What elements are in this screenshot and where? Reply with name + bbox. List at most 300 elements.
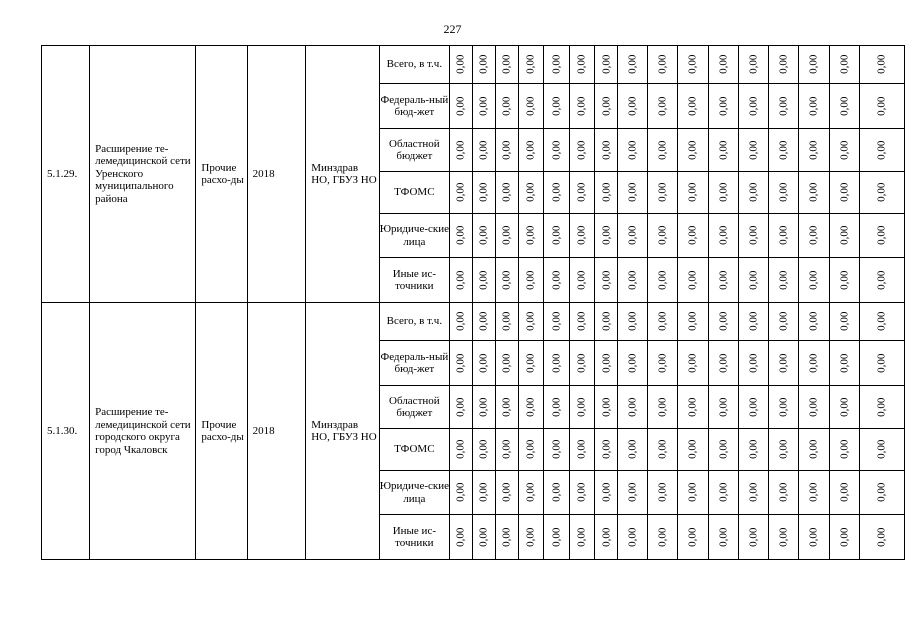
- value-text: 0,00: [837, 182, 850, 203]
- value-cell: [618, 515, 648, 560]
- source-label: Всего, в т.ч.: [379, 46, 450, 84]
- value-cell: [472, 386, 495, 429]
- value-text: 0,00: [500, 439, 513, 460]
- value-text: 0,00: [777, 54, 790, 75]
- item-code: 5.1.30.: [42, 303, 90, 560]
- value-text: 0,00: [500, 482, 513, 503]
- value-text: 0,00: [500, 311, 513, 332]
- value-text: 0,00: [777, 225, 790, 246]
- value-cell: [769, 515, 799, 560]
- value-cell: [859, 386, 904, 429]
- value-text: 0,00: [524, 182, 537, 203]
- value-text: 0,00: [599, 270, 612, 290]
- value-cell: [678, 129, 708, 172]
- value-cell: [569, 303, 595, 341]
- value-cell: [738, 471, 768, 515]
- budget-table: [41, 45, 905, 560]
- value-text: 0,00: [575, 527, 588, 547]
- value-cell: [829, 386, 859, 429]
- value-text: 0,00: [837, 527, 850, 547]
- value-cell: [544, 471, 570, 515]
- value-text: 0,00: [777, 140, 790, 160]
- value-cell: [569, 471, 595, 515]
- value-text: 0,00: [777, 397, 790, 417]
- value-text: 0,00: [686, 527, 699, 547]
- value-text: 0,00: [500, 96, 513, 116]
- value-cell: [738, 429, 768, 471]
- value-cell: [769, 84, 799, 129]
- value-text: 0,00: [875, 527, 888, 547]
- value-text: 0,00: [747, 270, 760, 290]
- value-cell: [450, 429, 473, 471]
- value-text: 0,00: [626, 182, 639, 203]
- value-cell: [859, 172, 904, 214]
- value-text: 0,00: [575, 270, 588, 290]
- value-cell: [450, 471, 473, 515]
- value-text: 0,00: [550, 140, 563, 160]
- value-cell: [678, 258, 708, 303]
- value-cell: [708, 386, 738, 429]
- value-cell: [450, 129, 473, 172]
- value-text: 0,00: [807, 96, 820, 116]
- value-cell: [495, 303, 518, 341]
- value-cell: [595, 471, 618, 515]
- value-cell: [859, 429, 904, 471]
- value-cell: [769, 258, 799, 303]
- value-cell: [495, 172, 518, 214]
- value-cell: [829, 214, 859, 258]
- value-text: 0,00: [807, 182, 820, 203]
- value-cell: [595, 258, 618, 303]
- value-cell: [769, 214, 799, 258]
- value-text: 0,00: [807, 270, 820, 290]
- value-text: 0,00: [575, 140, 588, 160]
- value-text: 0,00: [500, 54, 513, 75]
- value-cell: [769, 386, 799, 429]
- value-text: 0,00: [454, 397, 467, 417]
- value-cell: [618, 84, 648, 129]
- value-text: 0,00: [807, 225, 820, 246]
- value-text: 0,00: [454, 527, 467, 547]
- value-text: 0,00: [875, 397, 888, 417]
- value-text: 0,00: [454, 140, 467, 160]
- value-cell: [569, 84, 595, 129]
- value-cell: [708, 429, 738, 471]
- value-text: 0,00: [550, 353, 563, 373]
- value-text: 0,00: [777, 482, 790, 503]
- value-cell: [595, 214, 618, 258]
- value-cell: [859, 84, 904, 129]
- item-year: 2018: [247, 303, 306, 560]
- value-text: 0,00: [454, 270, 467, 290]
- value-text: 0,00: [477, 353, 490, 373]
- value-text: 0,00: [626, 270, 639, 290]
- value-cell: [618, 214, 648, 258]
- value-cell: [472, 258, 495, 303]
- value-cell: [618, 386, 648, 429]
- value-text: 0,00: [807, 482, 820, 503]
- value-text: 0,00: [477, 311, 490, 332]
- value-text: 0,00: [550, 270, 563, 290]
- value-text: 0,00: [550, 527, 563, 547]
- value-cell: [738, 341, 768, 386]
- value-text: 0,00: [747, 527, 760, 547]
- value-text: 0,00: [626, 439, 639, 460]
- value-cell: [648, 84, 678, 129]
- value-text: 0,00: [656, 353, 669, 373]
- value-text: 0,00: [477, 439, 490, 460]
- value-text: 0,00: [875, 182, 888, 203]
- value-cell: [648, 129, 678, 172]
- value-text: 0,00: [837, 311, 850, 332]
- value-text: 0,00: [875, 140, 888, 160]
- value-text: 0,00: [747, 182, 760, 203]
- source-label: ТФОМС: [379, 172, 450, 214]
- value-text: 0,00: [807, 527, 820, 547]
- value-text: 0,00: [575, 482, 588, 503]
- value-cell: [799, 172, 829, 214]
- table-row: [42, 303, 905, 341]
- value-text: 0,00: [656, 96, 669, 116]
- value-text: 0,00: [550, 439, 563, 460]
- value-cell: [648, 341, 678, 386]
- value-text: 0,00: [686, 225, 699, 246]
- item-code: 5.1.29.: [42, 46, 90, 303]
- value-cell: [829, 471, 859, 515]
- value-cell: [595, 172, 618, 214]
- value-cell: [595, 386, 618, 429]
- value-cell: [648, 258, 678, 303]
- value-text: 0,00: [777, 182, 790, 203]
- value-text: 0,00: [524, 397, 537, 417]
- value-cell: [544, 386, 570, 429]
- value-text: 0,00: [686, 96, 699, 116]
- value-cell: [472, 515, 495, 560]
- value-text: 0,00: [550, 182, 563, 203]
- value-text: 0,00: [500, 225, 513, 246]
- value-cell: [859, 129, 904, 172]
- value-cell: [595, 84, 618, 129]
- value-text: 0,00: [599, 527, 612, 547]
- value-cell: [769, 303, 799, 341]
- value-cell: [829, 258, 859, 303]
- value-text: 0,00: [807, 311, 820, 332]
- value-cell: [859, 258, 904, 303]
- value-cell: [595, 46, 618, 84]
- value-cell: [518, 471, 544, 515]
- value-cell: [678, 341, 708, 386]
- value-text: 0,00: [717, 140, 730, 160]
- value-cell: [450, 214, 473, 258]
- executor: Минздрав НО, ГБУЗ НО: [306, 303, 379, 560]
- value-text: 0,00: [524, 140, 537, 160]
- value-text: 0,00: [550, 397, 563, 417]
- value-text: 0,00: [686, 439, 699, 460]
- value-text: 0,00: [875, 54, 888, 75]
- value-text: 0,00: [626, 96, 639, 116]
- value-cell: [769, 46, 799, 84]
- value-text: 0,00: [777, 96, 790, 116]
- value-cell: [450, 258, 473, 303]
- value-text: 0,00: [686, 54, 699, 75]
- value-cell: [769, 129, 799, 172]
- value-cell: [495, 84, 518, 129]
- value-cell: [859, 515, 904, 560]
- value-text: 0,00: [777, 311, 790, 332]
- value-cell: [472, 172, 495, 214]
- value-text: 0,00: [807, 140, 820, 160]
- value-cell: [859, 214, 904, 258]
- value-cell: [678, 46, 708, 84]
- value-cell: [544, 214, 570, 258]
- value-cell: [648, 429, 678, 471]
- value-cell: [472, 129, 495, 172]
- value-text: 0,00: [837, 96, 850, 116]
- value-text: 0,00: [807, 397, 820, 417]
- value-text: 0,00: [626, 397, 639, 417]
- value-cell: [708, 214, 738, 258]
- value-text: 0,00: [575, 439, 588, 460]
- value-text: 0,00: [717, 397, 730, 417]
- value-text: 0,00: [477, 96, 490, 116]
- value-text: 0,00: [477, 527, 490, 547]
- value-cell: [799, 386, 829, 429]
- source-label: Всего, в т.ч.: [379, 303, 450, 341]
- value-text: 0,00: [500, 140, 513, 160]
- source-label: Федераль-ный бюд-жет: [379, 84, 450, 129]
- value-cell: [738, 515, 768, 560]
- value-text: 0,00: [524, 311, 537, 332]
- value-cell: [569, 386, 595, 429]
- value-text: 0,00: [477, 270, 490, 290]
- value-cell: [450, 172, 473, 214]
- value-cell: [769, 172, 799, 214]
- value-text: 0,00: [524, 353, 537, 373]
- value-text: 0,00: [626, 482, 639, 503]
- value-cell: [708, 471, 738, 515]
- source-label: Иные ис-точники: [379, 515, 450, 560]
- value-text: 0,00: [837, 439, 850, 460]
- value-text: 0,00: [477, 397, 490, 417]
- value-cell: [495, 129, 518, 172]
- expense-type: Прочие расхо-ды: [196, 46, 247, 303]
- value-text: 0,00: [524, 270, 537, 290]
- value-cell: [648, 471, 678, 515]
- value-cell: [678, 84, 708, 129]
- value-cell: [678, 429, 708, 471]
- value-text: 0,00: [656, 482, 669, 503]
- value-cell: [472, 303, 495, 341]
- value-text: 0,00: [747, 311, 760, 332]
- value-cell: [769, 341, 799, 386]
- value-cell: [648, 172, 678, 214]
- value-text: 0,00: [524, 225, 537, 246]
- value-text: 0,00: [524, 527, 537, 547]
- value-cell: [618, 129, 648, 172]
- value-cell: [648, 515, 678, 560]
- value-cell: [618, 46, 648, 84]
- value-cell: [544, 341, 570, 386]
- value-text: 0,00: [656, 439, 669, 460]
- value-cell: [518, 258, 544, 303]
- value-text: 0,00: [599, 439, 612, 460]
- item-name: Расширение те-лемедицинской сети городского округа город Чкаловск: [90, 303, 196, 560]
- value-cell: [518, 429, 544, 471]
- value-text: 0,00: [599, 353, 612, 373]
- value-cell: [859, 46, 904, 84]
- value-text: 0,00: [875, 439, 888, 460]
- value-text: 0,00: [837, 397, 850, 417]
- value-cell: [595, 341, 618, 386]
- value-text: 0,00: [875, 311, 888, 332]
- value-cell: [450, 303, 473, 341]
- value-cell: [708, 129, 738, 172]
- value-cell: [678, 172, 708, 214]
- value-text: 0,00: [686, 140, 699, 160]
- value-cell: [738, 129, 768, 172]
- value-text: 0,00: [477, 482, 490, 503]
- value-text: 0,00: [454, 482, 467, 503]
- value-cell: [544, 303, 570, 341]
- value-text: 0,00: [656, 527, 669, 547]
- value-cell: [708, 303, 738, 341]
- value-cell: [450, 341, 473, 386]
- value-text: 0,00: [656, 140, 669, 160]
- value-text: 0,00: [807, 353, 820, 373]
- value-text: 0,00: [747, 140, 760, 160]
- value-cell: [738, 172, 768, 214]
- value-text: 0,00: [747, 54, 760, 75]
- value-cell: [495, 341, 518, 386]
- value-text: 0,00: [686, 182, 699, 203]
- value-text: 0,00: [747, 482, 760, 503]
- value-cell: [859, 471, 904, 515]
- value-text: 0,00: [626, 527, 639, 547]
- value-text: 0,00: [837, 54, 850, 75]
- value-text: 0,00: [837, 140, 850, 160]
- value-text: 0,00: [686, 270, 699, 290]
- source-label: Юридиче-ские лица: [379, 471, 450, 515]
- value-cell: [708, 258, 738, 303]
- value-cell: [708, 515, 738, 560]
- value-cell: [678, 214, 708, 258]
- value-text: 0,00: [454, 54, 467, 75]
- value-cell: [518, 172, 544, 214]
- value-text: 0,00: [717, 225, 730, 246]
- item-name: Расширение те-лемедицинской сети Уренского муниципального района: [90, 46, 196, 303]
- value-cell: [799, 341, 829, 386]
- value-text: 0,00: [807, 54, 820, 75]
- value-text: 0,00: [599, 54, 612, 75]
- value-text: 0,00: [717, 182, 730, 203]
- value-text: 0,00: [477, 140, 490, 160]
- value-text: 0,00: [500, 182, 513, 203]
- value-text: 0,00: [599, 482, 612, 503]
- value-text: 0,00: [656, 182, 669, 203]
- value-text: 0,00: [575, 353, 588, 373]
- value-cell: [648, 386, 678, 429]
- value-text: 0,00: [717, 482, 730, 503]
- page-number: 227: [443, 22, 462, 36]
- value-text: 0,00: [599, 225, 612, 246]
- value-text: 0,00: [477, 182, 490, 203]
- value-text: 0,00: [747, 397, 760, 417]
- value-cell: [799, 429, 829, 471]
- value-text: 0,00: [454, 225, 467, 246]
- value-cell: [678, 515, 708, 560]
- value-text: 0,00: [777, 270, 790, 290]
- value-text: 0,00: [777, 527, 790, 547]
- value-cell: [618, 258, 648, 303]
- value-text: 0,00: [550, 482, 563, 503]
- value-cell: [544, 258, 570, 303]
- value-text: 0,00: [524, 54, 537, 75]
- value-text: 0,00: [717, 96, 730, 116]
- value-cell: [450, 46, 473, 84]
- value-cell: [829, 429, 859, 471]
- value-cell: [738, 214, 768, 258]
- value-cell: [618, 303, 648, 341]
- value-cell: [829, 129, 859, 172]
- value-text: 0,00: [656, 397, 669, 417]
- source-label: Областной бюджет: [379, 386, 450, 429]
- value-text: 0,00: [575, 54, 588, 75]
- value-text: 0,00: [875, 270, 888, 290]
- value-cell: [569, 258, 595, 303]
- value-cell: [678, 386, 708, 429]
- value-cell: [708, 46, 738, 84]
- value-cell: [595, 515, 618, 560]
- value-cell: [495, 386, 518, 429]
- value-cell: [518, 46, 544, 84]
- value-text: 0,00: [875, 96, 888, 116]
- value-cell: [595, 129, 618, 172]
- value-cell: [738, 303, 768, 341]
- value-cell: [495, 214, 518, 258]
- source-label: Федераль-ный бюд-жет: [379, 341, 450, 386]
- value-cell: [544, 515, 570, 560]
- value-cell: [472, 341, 495, 386]
- value-cell: [472, 46, 495, 84]
- value-text: 0,00: [656, 311, 669, 332]
- value-cell: [738, 46, 768, 84]
- value-cell: [450, 386, 473, 429]
- value-cell: [618, 172, 648, 214]
- value-text: 0,00: [500, 527, 513, 547]
- value-cell: [595, 429, 618, 471]
- value-text: 0,00: [500, 397, 513, 417]
- value-cell: [829, 303, 859, 341]
- value-cell: [569, 214, 595, 258]
- value-cell: [544, 172, 570, 214]
- value-text: 0,00: [837, 482, 850, 503]
- value-text: 0,00: [747, 439, 760, 460]
- value-cell: [544, 429, 570, 471]
- value-text: 0,00: [626, 140, 639, 160]
- value-cell: [859, 341, 904, 386]
- value-cell: [618, 429, 648, 471]
- value-text: 0,00: [837, 353, 850, 373]
- value-cell: [450, 515, 473, 560]
- value-text: 0,00: [550, 96, 563, 116]
- value-text: 0,00: [599, 311, 612, 332]
- value-cell: [544, 46, 570, 84]
- value-text: 0,00: [717, 527, 730, 547]
- value-text: 0,00: [747, 96, 760, 116]
- value-cell: [518, 129, 544, 172]
- value-text: 0,00: [575, 96, 588, 116]
- value-text: 0,00: [454, 311, 467, 332]
